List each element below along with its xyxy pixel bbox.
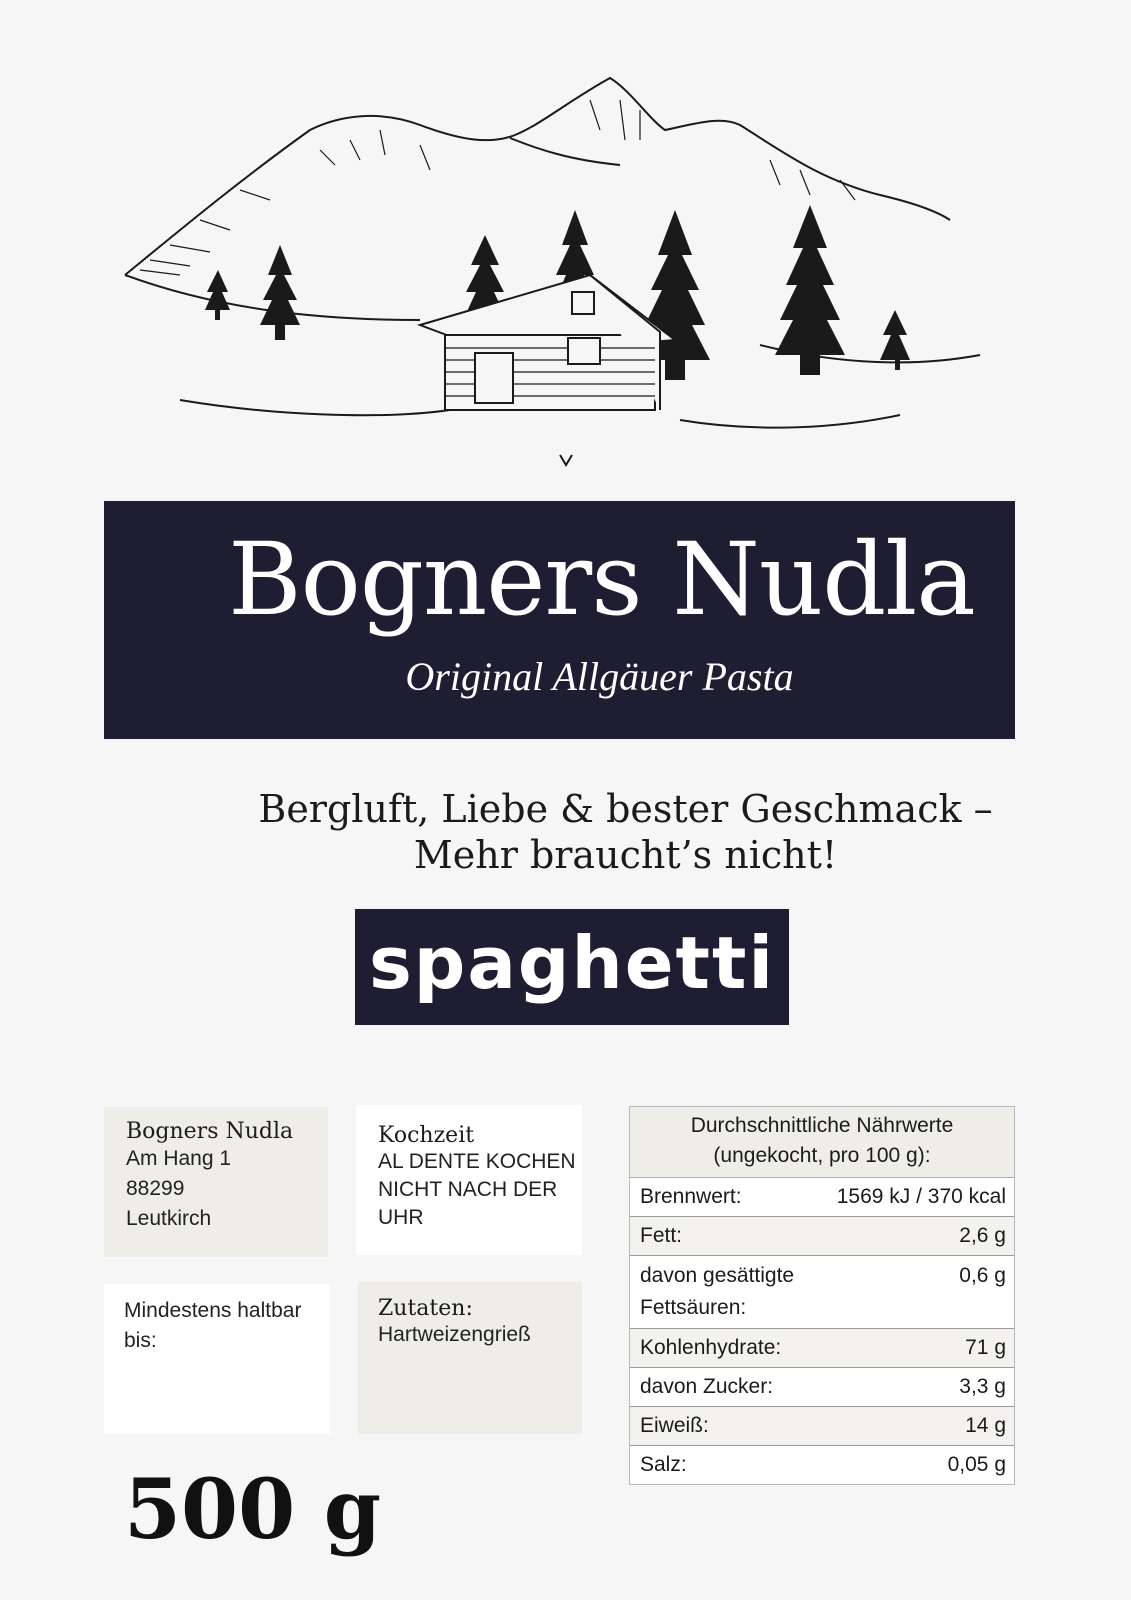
nutrition-label: Fett:	[640, 1224, 683, 1247]
nutrition-row-protein	[630, 1407, 1014, 1446]
product-name-box	[355, 909, 789, 1025]
nutrition-value: 14 g	[965, 1414, 1006, 1437]
address-city: Leutkirch	[126, 1207, 212, 1230]
ingredients-text: Hartweizengrieß	[378, 1323, 531, 1346]
ingredients-box	[358, 1282, 582, 1434]
brand-title: Bogners Nudla	[228, 521, 975, 638]
best-before-label-2: bis:	[124, 1329, 157, 1352]
nutrition-row-carbohydrates	[630, 1329, 1014, 1368]
address-zip: 88299	[126, 1177, 185, 1200]
address-company: Bogners Nudla	[126, 1119, 294, 1144]
nutrition-value: 0,05 g	[947, 1453, 1006, 1476]
address-box	[104, 1107, 328, 1257]
nutrition-row-sugar	[630, 1368, 1014, 1407]
net-weight: 500 g	[124, 1462, 382, 1558]
nutrition-row-salt	[630, 1446, 1014, 1484]
brand-subtitle: Original Allgäuer Pasta	[405, 654, 794, 699]
tagline-line-2: Mehr braucht’s nicht!	[413, 833, 838, 877]
tagline	[0, 786, 1131, 878]
address-street: Am Hang 1	[126, 1147, 232, 1170]
nutrition-value: 1569 kJ / 370 kcal	[836, 1185, 1006, 1208]
nutrition-value: 3,3 g	[959, 1375, 1006, 1398]
best-before-box	[104, 1284, 330, 1434]
ingredients-title: Zutaten:	[378, 1296, 473, 1321]
nutrition-header	[630, 1107, 1014, 1178]
cooking-line-2: NICHT NACH DER	[378, 1178, 558, 1201]
nutrition-label: davon Zucker:	[640, 1375, 774, 1398]
cooking-line-3: UHR	[378, 1206, 424, 1229]
nutrition-label: Eiweiß:	[640, 1414, 709, 1437]
cooking-line-1: AL DENTE KOCHEN	[378, 1150, 576, 1173]
nutrition-header-line-1: Durchschnittliche Nährwerte	[690, 1114, 954, 1137]
nutrition-label: davon gesättigte Fettsäuren:	[640, 1264, 795, 1319]
cooking-box	[356, 1105, 582, 1255]
product-name: spaghetti	[368, 921, 776, 1005]
nutrition-label: Kohlenhydrate:	[640, 1336, 782, 1359]
tagline-line-1: Bergluft, Liebe & bester Geschmack –	[258, 787, 993, 831]
nutrition-row-fat	[630, 1217, 1014, 1256]
mountain-cabin-forest-illustration	[120, 70, 1020, 480]
cooking-title: Kochzeit	[378, 1123, 475, 1148]
nutrition-table	[629, 1106, 1015, 1485]
nutrition-value: 0,6 g	[959, 1264, 1006, 1287]
title-banner	[104, 501, 1015, 739]
nutrition-value: 2,6 g	[959, 1224, 1006, 1247]
nutrition-row-saturated-fat	[630, 1256, 1014, 1329]
nutrition-value: 71 g	[965, 1336, 1006, 1359]
nutrition-header-line-2: (ungekocht, pro 100 g):	[713, 1144, 931, 1167]
nutrition-row-energy	[630, 1178, 1014, 1217]
nutrition-label: Salz:	[640, 1453, 687, 1476]
best-before-label-1: Mindestens haltbar	[124, 1299, 302, 1322]
nutrition-label: Brennwert:	[640, 1185, 742, 1208]
